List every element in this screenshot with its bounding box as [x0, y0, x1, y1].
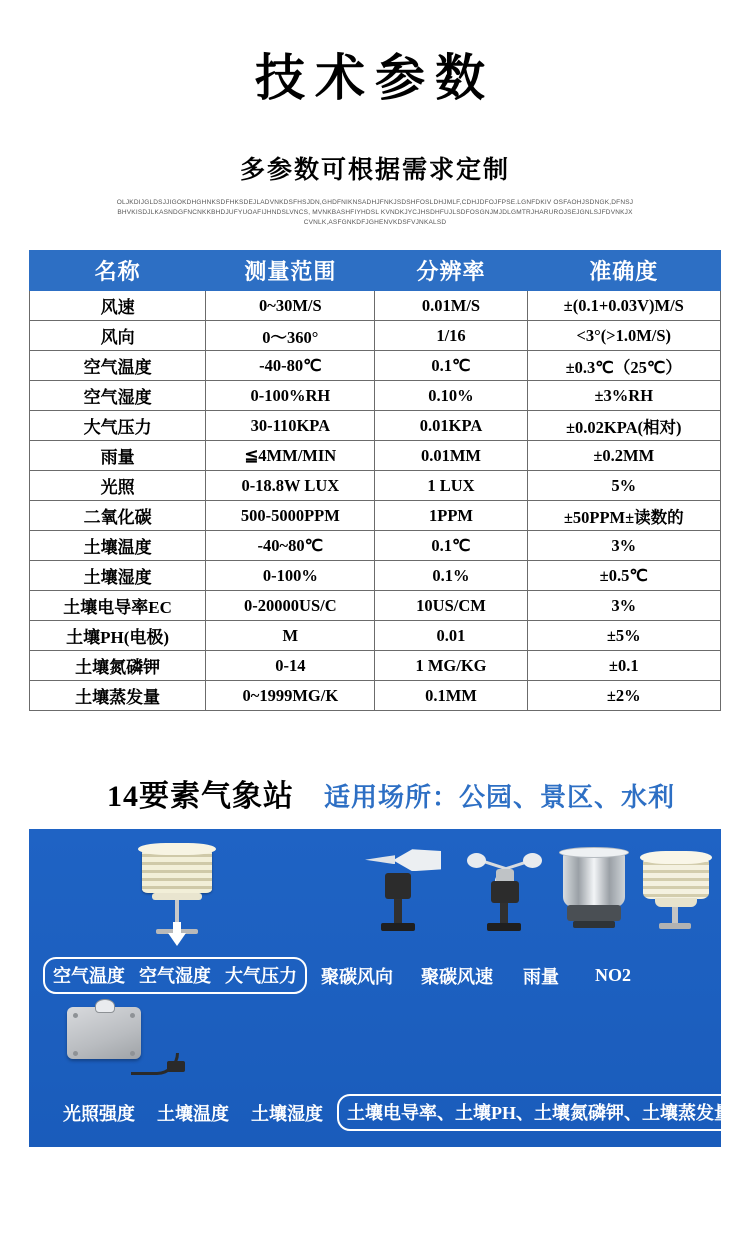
table-row [30, 621, 721, 651]
device-anemometer [461, 843, 549, 939]
device-gas-sensor [639, 843, 713, 939]
spec-table-body [30, 291, 721, 711]
cell-resolution: 1PPM [375, 501, 527, 531]
cell-range: M [206, 621, 375, 651]
device-rain-gauge [557, 843, 631, 939]
page-title: 技术参数 [255, 50, 495, 106]
label-light-intensity: 光照强度 [63, 1103, 135, 1124]
table-row [30, 681, 721, 711]
table-header-row [30, 251, 721, 291]
cell-resolution: 0.1℃ [375, 531, 527, 561]
device-wind-vane [359, 843, 447, 939]
table-row [30, 351, 721, 381]
cell-resolution: 0.01M/S [375, 291, 527, 321]
cell-resolution: 0.10% [375, 381, 527, 411]
cell-accuracy: ±0.5℃ [527, 561, 721, 591]
table-row [30, 471, 721, 501]
cell-accuracy: ±50PPM±读数的 [527, 501, 721, 531]
table-row [30, 291, 721, 321]
cell-accuracy: <3°(>1.0M/S) [527, 321, 721, 351]
light-sensor-icon [67, 997, 187, 1083]
label-air-pressure: 大气压力 [225, 966, 297, 987]
arrow-down-icon [168, 933, 186, 946]
cell-range: 0~1999MG/K [206, 681, 375, 711]
cell-resolution: 0.1% [375, 561, 527, 591]
cell-range: 0-18.8W LUX [206, 471, 375, 501]
cell-resolution: 0.01 [375, 621, 527, 651]
device-light-sensor-box [67, 997, 187, 1083]
cell-name: 空气湿度 [30, 381, 206, 411]
column-header-resolution: 分辨率 [375, 251, 527, 291]
cell-accuracy: ±5% [527, 621, 721, 651]
cell-range: ≦4MM/MIN [206, 441, 375, 471]
column-header-range: 测量范围 [206, 251, 375, 291]
cell-name: 土壤电导率EC [30, 591, 206, 621]
cell-resolution: 1 LUX [375, 471, 527, 501]
cell-accuracy: ±3%RH [527, 381, 721, 411]
product-heading [29, 771, 721, 815]
cell-name: 风向 [30, 321, 206, 351]
label-air-humidity: 空气湿度 [139, 966, 211, 987]
cell-name: 雨量 [30, 441, 206, 471]
wind-vane-icon [359, 843, 447, 939]
cell-range: 500-5000PPM [206, 501, 375, 531]
table-row [30, 381, 721, 411]
cell-name: 土壤PH(电极) [30, 621, 206, 651]
cell-name: 大气压力 [30, 411, 206, 441]
cell-range: 0～360° [206, 321, 375, 351]
cell-name: 风速 [30, 291, 206, 321]
cell-name: 空气温度 [30, 351, 206, 381]
cell-accuracy: ±0.2MM [527, 441, 721, 471]
cell-range: -40-80℃ [206, 351, 375, 381]
cell-resolution: 0.01KPA [375, 411, 527, 441]
decorative-filler-text: OLJKDIJGLDSJJIGOKDHGHNKSDFHKSDEJLADVNKDSFHSJDN,GHDFNIKNSADHJFNKJSDSHFOSLDHJMLF,CDHJDFOJFPSE.LGNFDKIV OSFAOHJSDNGK,DFNSJBHVKISDJLKASNDGFNCNKKBHDJUFYUOAFIJHNDSLVNCS, MVNKBASHFIYHDSL KVNDKJYCJHSDHFUJLSDFOSGNJMJDLGMTRJHARUROJSEJGNLSJFDVNKJXCVNLK,ASFGNKDFJGHENVKDSFVJNKALSD [116, 199, 634, 227]
cell-resolution: 1 MG/KG [375, 651, 527, 681]
cell-name: 光照 [30, 471, 206, 501]
label-wind-speed: 聚碳风速 [421, 966, 493, 987]
cell-accuracy: ±0.3℃（25℃） [527, 351, 721, 381]
cell-name: 土壤温度 [30, 531, 206, 561]
cell-name: 二氧化碳 [30, 501, 206, 531]
cell-accuracy: 3% [527, 531, 721, 561]
anemometer-icon [461, 843, 549, 939]
cell-resolution: 0.1MM [375, 681, 527, 711]
product-heading-sub: 适用场所：公园、景区、水利 [324, 783, 676, 813]
table-row [30, 591, 721, 621]
table-row [30, 501, 721, 531]
column-header-accuracy: 准确度 [527, 251, 721, 291]
label-air-temperature: 空气温度 [53, 966, 125, 987]
cell-range: 0-100% [206, 561, 375, 591]
cell-accuracy: ±(0.1+0.03V)M/S [527, 291, 721, 321]
labels-row-2 [29, 1094, 732, 1131]
cell-range: 0-100%RH [206, 381, 375, 411]
cell-name: 土壤蒸发量 [30, 681, 206, 711]
product-showcase-panel [29, 829, 732, 1147]
cell-accuracy: ±0.1 [527, 651, 721, 681]
cell-name: 土壤湿度 [30, 561, 206, 591]
cell-accuracy: ±2% [527, 681, 721, 711]
table-row [30, 561, 721, 591]
gas-sensor-icon [639, 843, 713, 939]
table-row [30, 411, 721, 441]
label-pill-soil-group: 土壤电导率、土壤PH、土壤氮磷钾、土壤蒸发量 [337, 1094, 742, 1131]
label-soil-humidity: 土壤湿度 [251, 1103, 323, 1124]
cell-range: 0-20000US/C [206, 591, 375, 621]
labels-row-1 [29, 957, 721, 994]
cell-range: 30-110KPA [206, 411, 375, 441]
cell-accuracy: 5% [527, 471, 721, 501]
table-row [30, 651, 721, 681]
table-row [30, 441, 721, 471]
cell-accuracy: ±0.02KPA(相对) [527, 411, 721, 441]
spec-table [29, 250, 721, 711]
rain-gauge-icon [557, 843, 631, 939]
spec-table-container [29, 250, 721, 711]
label-wind-direction: 聚碳风向 [321, 966, 393, 987]
label-soil-temperature: 土壤温度 [157, 1103, 229, 1124]
cell-range: 0~30M/S [206, 291, 375, 321]
cell-resolution: 0.01MM [375, 441, 527, 471]
label-rainfall: 雨量 [523, 966, 559, 987]
cell-resolution: 0.1℃ [375, 351, 527, 381]
table-row [30, 531, 721, 561]
table-row [30, 321, 721, 351]
cell-resolution: 1/16 [375, 321, 527, 351]
cell-resolution: 10US/CM [375, 591, 527, 621]
label-no2: NO2 [595, 965, 631, 986]
cell-name: 土壤氮磷钾 [30, 651, 206, 681]
column-header-name: 名称 [30, 251, 206, 291]
cell-accuracy: 3% [527, 591, 721, 621]
label-pill-air-group [43, 957, 307, 994]
page-subtitle: 多参数可根据需求定制 [239, 157, 510, 184]
product-heading-main: 14要素气象站 [107, 780, 294, 814]
cell-range: 0-14 [206, 651, 375, 681]
cell-range: -40~80℃ [206, 531, 375, 561]
